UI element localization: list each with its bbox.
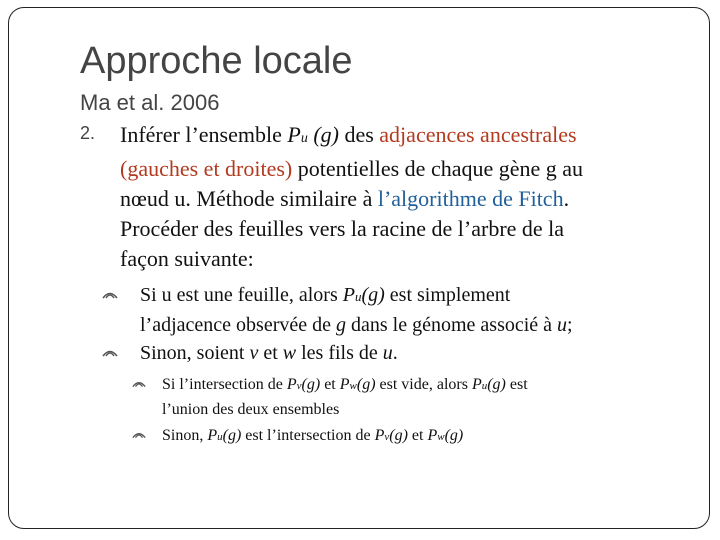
bullet-icon [102, 287, 118, 303]
main-paragraph [120, 120, 700, 274]
item-number: 2. [80, 123, 96, 143]
sub-bullet-empty-intersection: Si l’intersection de Pv(g) et Pw(g) est vide, alors Pu(g) est l’union des deux ensembles [162, 376, 528, 418]
slide-title: Approche locale [80, 40, 353, 82]
bullet-icon [132, 377, 148, 393]
bullet-leaf-case: Si u est une feuille, alors Pu(g) est simplement l’adjacence observée de g dans le génome associé à u; [140, 284, 573, 336]
bullet-icon [132, 428, 148, 444]
bullet-otherwise-case: Sinon, soient v et w les fils de u. [140, 342, 398, 364]
slide-subtitle: Ma et al. 2006 [80, 90, 220, 115]
highlight-left-right: (gauches et droites) [120, 156, 293, 181]
para-line-1: Inférer l’ensemble Pu (g) des adjacences ancestrales [120, 122, 577, 147]
bullet-icon [102, 345, 118, 361]
para-line-2: (gauches et droites) potentielles de chaque gène g au [120, 156, 584, 181]
highlight-fitch: l’algorithme de Fitch [377, 186, 564, 211]
para-line-4: Procéder des feuilles vers la racine de l’arbre de la [120, 216, 565, 241]
para-line-3: nœud u. Méthode similaire à l’algorithme de Fitch. [120, 186, 570, 211]
highlight-ancestral-adjacencies: adjacences ancestrales [379, 122, 577, 147]
para-line-5: façon suivante: [120, 246, 254, 271]
sub-bullet-intersection: Sinon, Pu(g) est l’intersection de Pv(g) et Pw(g) [162, 427, 464, 444]
